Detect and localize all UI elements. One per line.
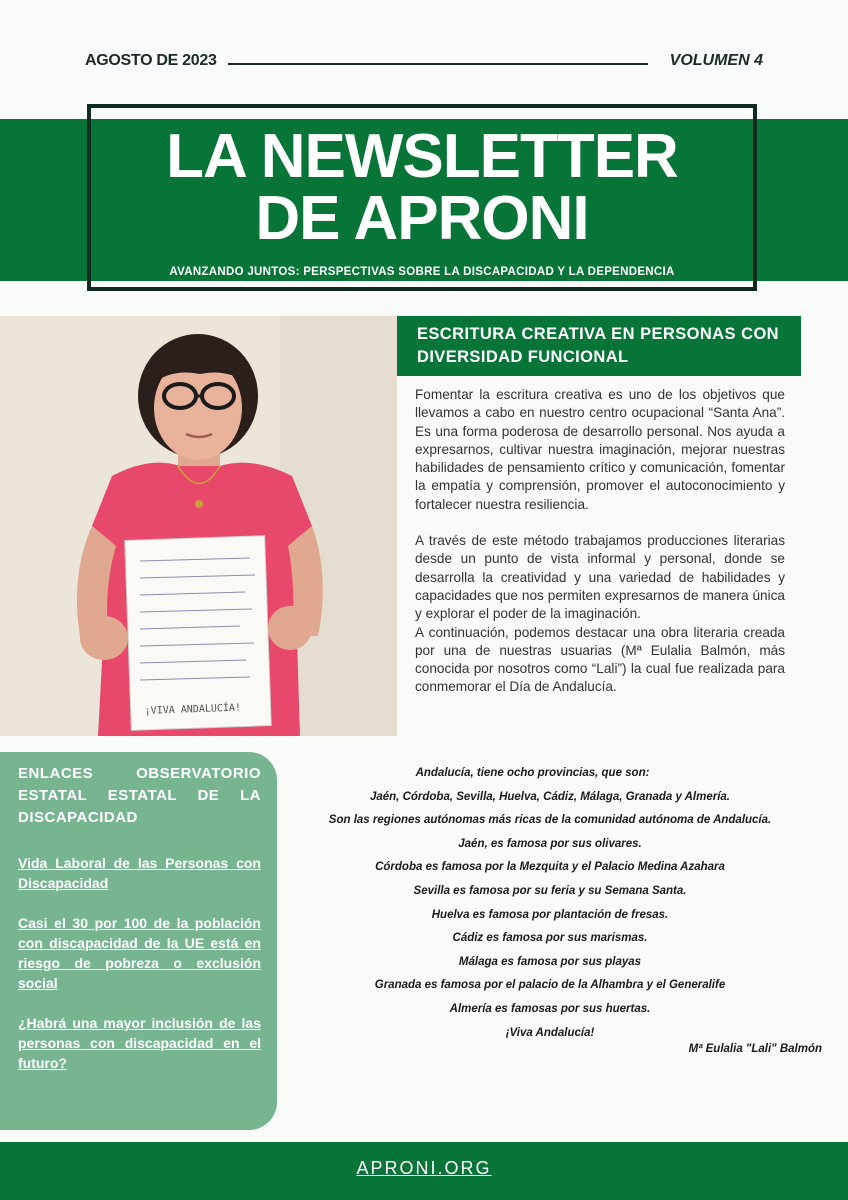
poem [300,762,800,1045]
article-body [415,386,785,697]
title-line-1: LA NEWSLETTER [166,122,678,191]
poem-line: Huelva es famosa por plantación de fresas. [431,908,669,921]
article-paragraph: Fomentar la escritura creativa es uno de los objetivos que llevamos a cabo en nuestro centro ocupacional “Santa Ana”. Es una forma poderosa de desarrollo personal. Nos ayuda a expresarnos, cultivar nuestra imaginación, mejorar nuestras habilidades de pensamiento crítico y comunicación, fomentar la empatía y comprensión, promover el autoconocimiento y fortalecer nuestra resiliencia. [415,387,785,512]
poem-line: Málaga es famosa por sus playas [458,955,642,968]
newsletter-title [91,122,753,253]
article-heading: ESCRITURA CREATIVA EN PERSONAS CON DIVERSIDAD FUNCIONAL [397,316,801,376]
poem-line: Andalucía, tiene ocho provincias, que son: [415,767,650,779]
poem-line: Almería es famosas por sus huertas. [449,1002,651,1015]
poem-line: Jaén, Córdoba, Sevilla, Huelva, Cádiz, Málaga, Granada y Almería. [369,790,731,803]
title-line-2: DE APRONI [255,184,589,253]
header-rule [228,63,648,65]
poem-line: Son las regiones autónomas más ricas de la comunidad autónoma de Andalucía. [328,814,772,827]
link-mayor-inclusion[interactable]: ¿Habrá una mayor inclusión de las personas con discapacidad en el futuro? [18,1015,261,1071]
person-holding-paper-illustration [0,316,397,736]
issue-date: AGOSTO DE 2023 [85,52,217,69]
links-heading: ENLACES OBSERVATORIO ESTATAL ESTATAL DE LA DISCAPACIDAD [18,765,261,826]
poem-line: Sevilla es famosa por su feria y su Semana Santa. [413,884,687,897]
link-vida-laboral[interactable]: Vida Laboral de las Personas con Discapacidad [18,855,261,891]
article-photo [0,316,397,736]
poem-line: ¡Viva Andalucía! [505,1026,595,1039]
links-panel [0,752,277,1130]
poem-line: Granada es famosa por el palacio de la Alhambra y el Generalife [374,979,726,992]
article-paragraph: A continuación, podemos destacar una obra literaria creada por una de nuestras usuarias (Mª Eulalia Balmón, más conocida por nosotros como “Lali”) la cual fue realizada para conmemorar el Día de Andalucía. [415,624,785,695]
issue-volume: VOLUMEN 4 [669,52,763,69]
poem-line: Jaén, es famosa por sus olivares. [458,837,642,850]
poem-line: Cádiz es famosa por sus marismas. [452,932,648,945]
footer-site-link[interactable]: APRONI.ORG [356,1158,492,1178]
link-pobreza-exclusion[interactable]: Casi el 30 por 100 de la población con discapacidad de la UE está en riesgo de pobreza o exclusión social [18,915,261,991]
poem-author: Mª Eulalia "Lali" Balmón [688,1043,822,1055]
footer [0,1142,848,1200]
poem-line: Córdoba es famosa por la Mezquita y el Palacio Medina Azahara [375,861,725,874]
paper-caption: ¡VIVA ANDALUCÍA! [144,702,242,717]
header-topbar [0,52,848,80]
newsletter-subtitle: AVANZANDO JUNTOS: PERSPECTIVAS SOBRE LA DISCAPACIDAD Y LA DEPENDENCIA [169,266,675,278]
article-paragraph: A través de este método trabajamos producciones literarias desde un punto de vista informal y personal, donde se desarrolla la creatividad y una variedad de habilidades y capacidades que nos permiten expresarnos de manera única y explorar el poder de la imaginación. [415,533,785,622]
title-box [87,104,757,291]
